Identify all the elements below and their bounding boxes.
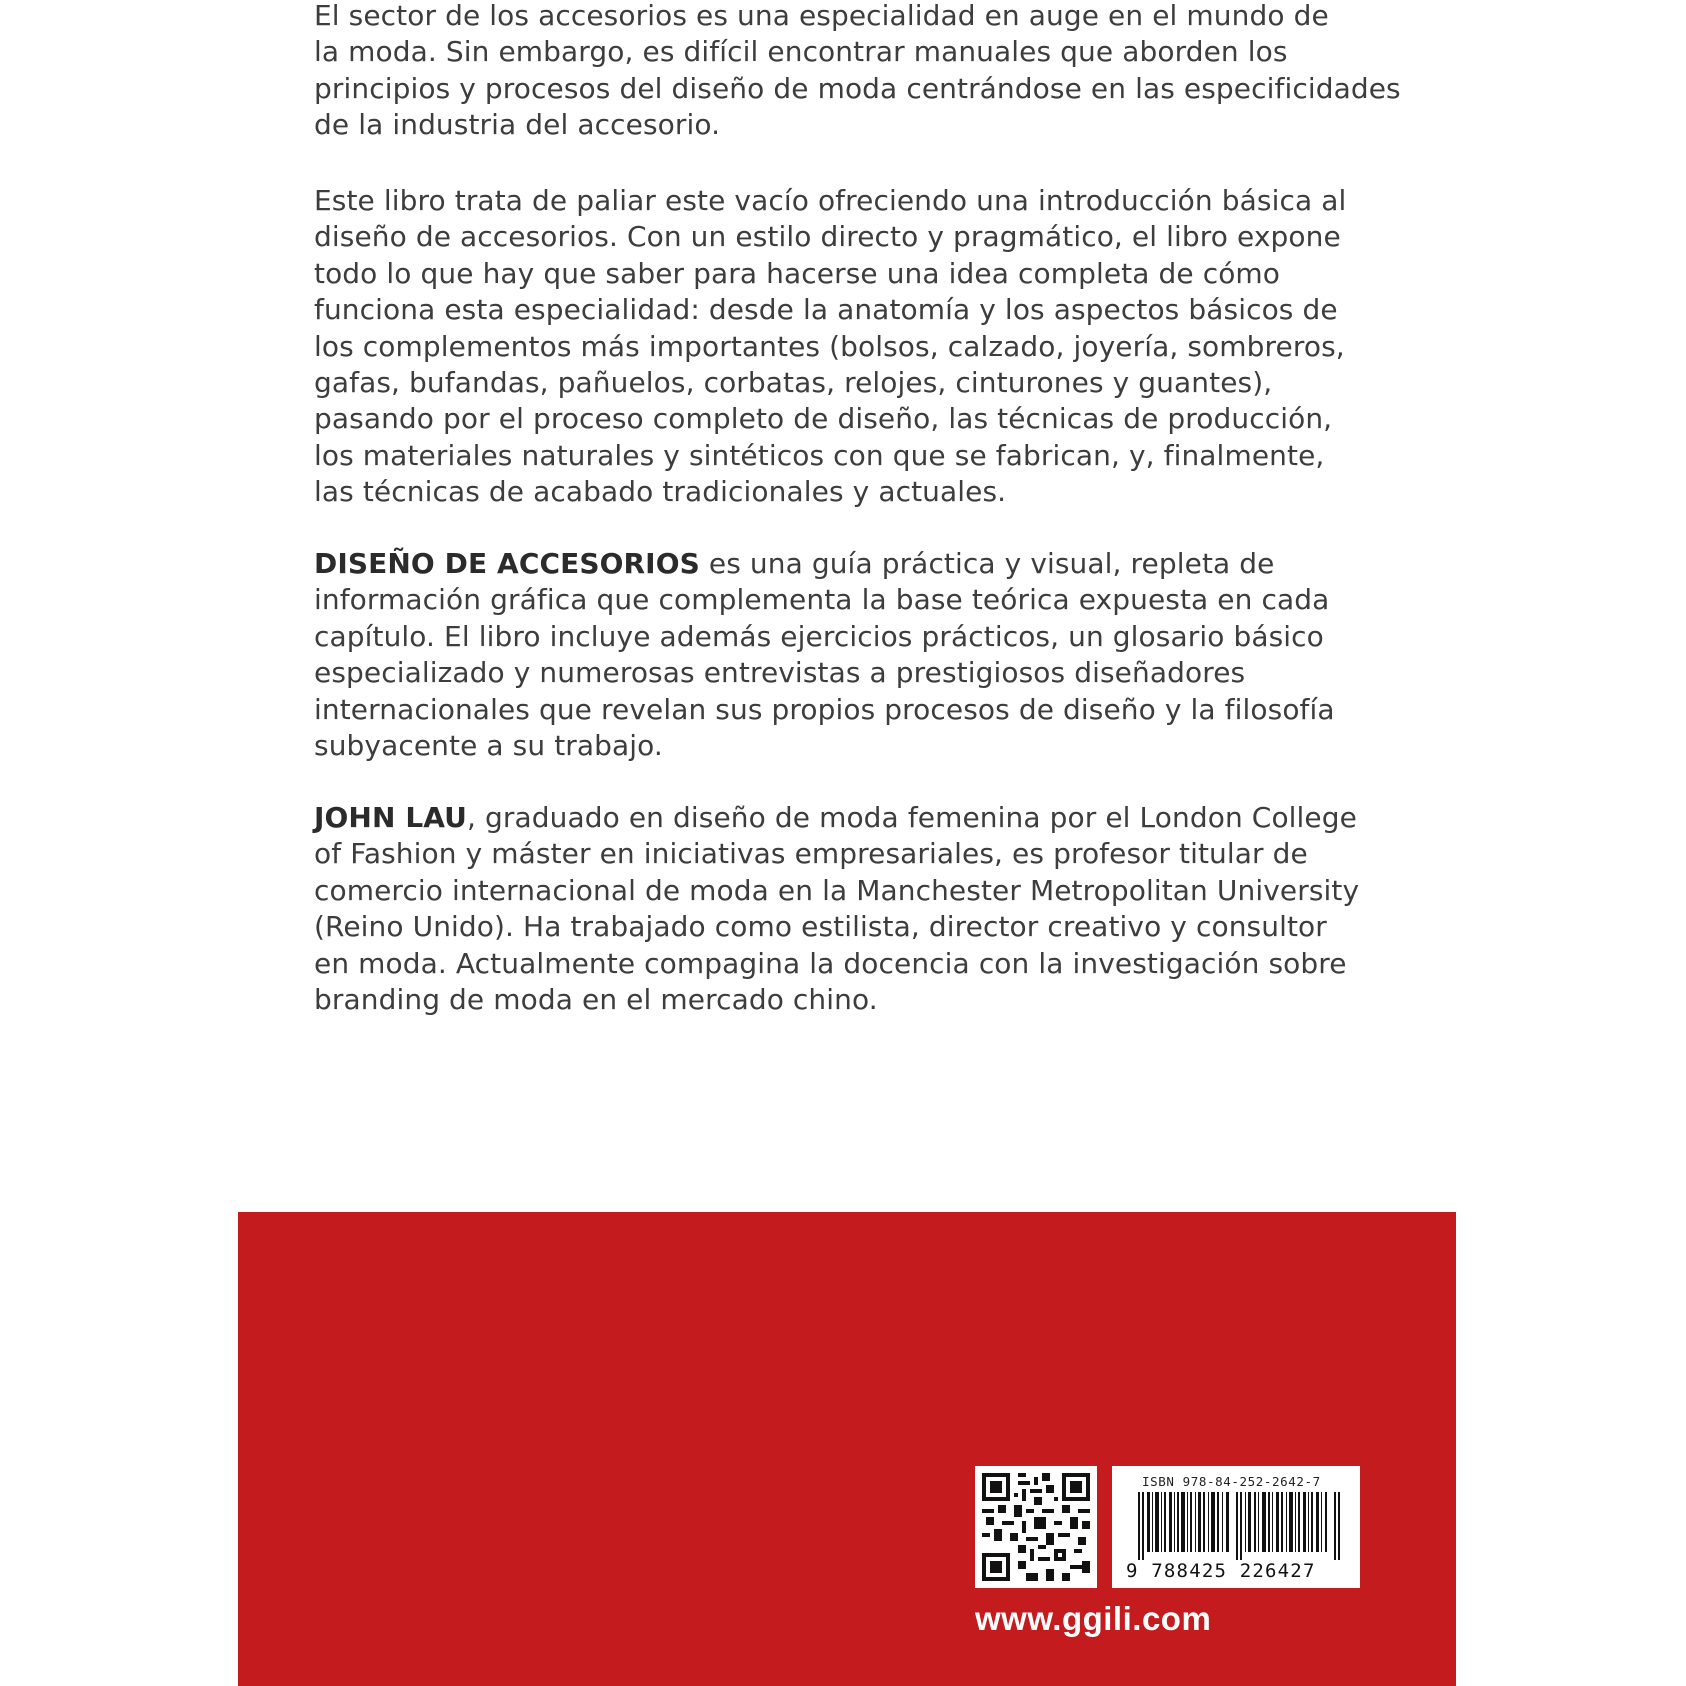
text-line: El sector de los accesorios es una especialidad en auge en el mundo de — [314, 0, 1329, 32]
text-line: subyacente a su trabajo. — [314, 729, 663, 763]
text-line: capítulo. El libro incluye además ejercicios prácticos, un glosario básico — [314, 619, 1324, 653]
text-line — [314, 800, 1359, 836]
text-line: la moda. Sin embargo, es difícil encontrar manuales que aborden los — [314, 35, 1288, 69]
paragraph-book-guide — [314, 546, 1335, 764]
text-line: branding de moda en el mercado chino. — [314, 983, 878, 1017]
text-line: los complementos más importantes (bolsos, calzado, joyería, sombreros, — [314, 329, 1345, 363]
text-line: Este libro trata de paliar este vacío ofreciendo una introducción básica al — [314, 184, 1347, 217]
text-line: gafas, bufandas, pañuelos, corbatas, relojes, cinturones y guantes), — [314, 366, 1273, 400]
text-line: principios y procesos del diseño de moda centrándose en las especificidades — [314, 71, 1401, 105]
book-title: DISEÑO DE ACCESORIOS — [314, 547, 700, 580]
paragraph-description — [314, 183, 1346, 511]
text-line: los materiales naturales y sintéticos con que se fabrican, y, finalmente, — [314, 438, 1325, 472]
text-line: funciona esta especialidad: desde la anatomía y los aspectos básicos de — [314, 293, 1338, 327]
publisher-website[interactable]: www.ggili.com — [975, 1600, 1212, 1637]
barcode-bars — [1138, 1492, 1342, 1560]
text-line: en moda. Actualmente compagina la docencia con la investigación sobre — [314, 946, 1347, 980]
qr-code-graphic — [982, 1473, 1090, 1581]
text-line: comercio internacional de moda en la Manchester Metropolitan University — [314, 873, 1360, 907]
red-cover-panel — [238, 1212, 1456, 1686]
author-name: JOHN LAU — [314, 801, 468, 834]
text-line: of Fashion y máster en iniciativas empresariales, es profesor titular de — [314, 837, 1308, 871]
text-line: las técnicas de acabado tradicionales y actuales. — [314, 475, 1007, 509]
qr-code-icon — [975, 1466, 1097, 1588]
text-line: información gráfica que complementa la base teórica expuesta en cada — [314, 583, 1330, 617]
text-line: especializado y numerosas entrevistas a prestigiosos diseñadores — [314, 656, 1246, 690]
text-line — [314, 546, 1335, 582]
isbn-label: ISBN 978-84-252-2642-7 — [1142, 1474, 1321, 1489]
text-line: de la industria del accesorio. — [314, 108, 721, 142]
paragraph-intro — [314, 0, 1401, 144]
barcode-icon — [1112, 1466, 1360, 1588]
text-line: todo lo que hay que saber para hacerse una idea completa de cómo — [314, 256, 1281, 290]
text-line: diseño de accesorios. Con un estilo directo y pragmático, el libro expone — [314, 220, 1341, 254]
barcode-digits: 9 788425 226427 — [1126, 1560, 1316, 1582]
text-line: pasando por el proceso completo de diseño, las técnicas de producción, — [314, 402, 1333, 436]
text-run: , graduado en diseño de moda femenina por el London College — [467, 801, 1357, 834]
text-line: internacionales que revelan sus propios procesos de diseño y la filosofía — [314, 692, 1335, 726]
text-run: es una guía práctica y visual, repleta de — [699, 547, 1275, 580]
paragraph-author-bio — [314, 800, 1359, 1018]
text-line: (Reino Unido). Ha trabajado como estilista, director creativo y consultor — [314, 910, 1327, 944]
